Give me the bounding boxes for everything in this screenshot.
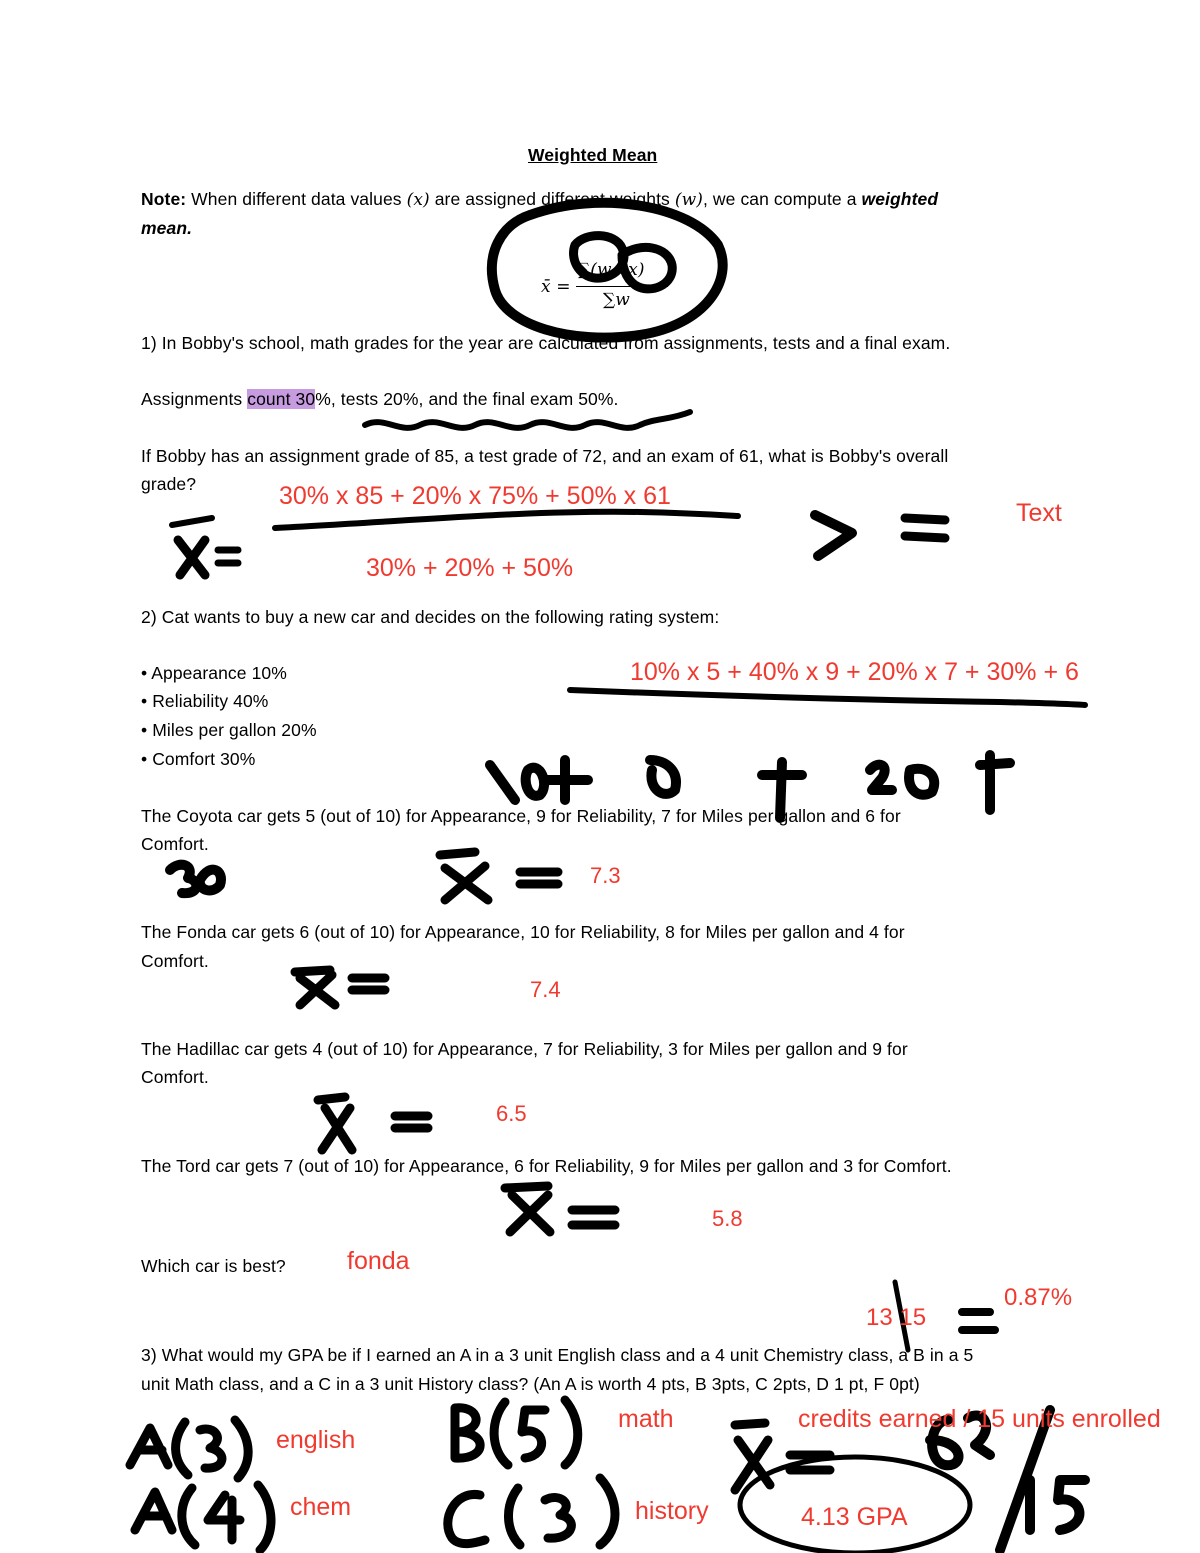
fonda-line-2: Comfort. (141, 951, 209, 971)
fonda-line-1: The Fonda car gets 6 (out of 10) for Appearance, 10 for Reliability, 8 for Miles per gallon and 4 for (141, 922, 905, 942)
hadillac-line-1: The Hadillac car gets 4 (out of 10) for Appearance, 7 for Reliability, 3 for Miles per gallon and 9 for (141, 1039, 908, 1059)
hadillac-answer: 6.5 (496, 1101, 527, 1126)
note-text-2: are assigned different weights (429, 189, 675, 209)
thirty-stroke (170, 865, 221, 893)
formula-fraction-bar (576, 286, 668, 287)
q1-fraction-line-stroke (275, 512, 738, 528)
ratio-annotation: 13 15 (866, 1304, 927, 1331)
grade-b5-stroke (455, 1400, 578, 1465)
xbar-x-stroke (178, 540, 205, 575)
fonda-answer: 7.4 (530, 977, 561, 1002)
english-label: english (276, 1426, 356, 1454)
q1-line-2-pre: Assignments (141, 389, 248, 409)
bullet-reliability: • Reliability 40% (141, 691, 269, 711)
q1-line-3: If Bobby has an assignment grade of 85, a test grade of 72, and an exam of 61, what is Bobby's overall (141, 446, 949, 466)
equals-stroke (905, 518, 945, 538)
wavy-underline-stroke (365, 412, 690, 428)
math-label: math (618, 1405, 674, 1433)
note-label: Note: (141, 189, 187, 209)
coyota-line-2: Comfort. (141, 834, 209, 854)
q1-line-2 (141, 391, 619, 409)
note-text-1: When different data values (186, 189, 407, 209)
which-car-question: Which car is best? (141, 1256, 286, 1276)
tord-answer: 5.8 (712, 1206, 743, 1231)
grade-a3-stroke (130, 1420, 248, 1478)
note-weighted: weighted (861, 189, 939, 209)
gpa-answer: 4.13 GPA (801, 1503, 908, 1531)
q2-fraction-line-stroke (570, 690, 1085, 705)
note-text-3: , we can compute a (703, 189, 862, 209)
chem-label: chem (290, 1493, 352, 1521)
coyota-answer: 7.3 (590, 863, 621, 888)
q1-line-1: 1) In Bobby's school, math grades for the year are calculated from assignments, tests and a final exam. (141, 333, 951, 353)
coyota-line-1: The Coyota car gets 5 (out of 10) for Appearance, 9 for Reliability, 7 for Miles per gallon and 6 for (141, 806, 901, 826)
highlighted-text: count 30 (247, 389, 316, 409)
bullet-appearance: • Appearance 10% (141, 663, 287, 683)
q1-line-2-post: %, tests 20%, and the final exam 50%. (315, 389, 619, 409)
q1-line-4: grade? (141, 474, 197, 494)
q2-intro: 2) Cat wants to buy a new car and decides on the following rating system: (141, 607, 720, 627)
hadillac-line-2: Comfort. (141, 1067, 209, 1087)
q1-denominator-annotation: 30% + 20% + 50% (366, 554, 574, 582)
history-label: history (635, 1497, 709, 1525)
best-car-answer: fonda (347, 1247, 410, 1275)
page-title: Weighted Mean (528, 145, 658, 165)
q2-formula-annotation: 10% x 5 + 40% x 9 + 20% x 7 + 30% + 6 (630, 658, 1079, 686)
note-w-symbol: (w) (674, 190, 703, 210)
formula-denominator: ∑w (603, 290, 630, 310)
final-xbar-stroke (735, 1423, 830, 1490)
note-line-1 (141, 191, 938, 209)
q3-line-2: unit Math class, and a C in a 3 unit History class? (An A is worth 4 pts, B 3pts, C 2pts, D 1 pt, F 0pt) (141, 1374, 920, 1394)
formula-lhs: x̄ = (541, 277, 571, 297)
note-line-2: mean. (141, 218, 193, 238)
note-x-symbol: (x) (406, 190, 430, 210)
gt-sign-stroke (815, 515, 852, 556)
percent-annotation: 0.87% (1004, 1284, 1073, 1311)
xbar-eq-stroke (218, 550, 238, 563)
xbar-top-stroke (172, 518, 212, 525)
text-annotation: Text (1016, 499, 1062, 527)
grade-a4-stroke (135, 1485, 271, 1550)
grade-c3-stroke (448, 1478, 615, 1545)
formula-numerator: ∑(w · x) (578, 260, 645, 280)
bullet-mpg: • Miles per gallon 20% (141, 720, 317, 740)
bullet-comfort: • Comfort 30% (141, 749, 256, 769)
q3-line-1: 3) What would my GPA be if I earned an A in a 3 unit English class and a 4 unit Chemistry class, a B in a 5 (141, 1345, 974, 1365)
q1-numerator-annotation: 30% x 85 + 20% x 75% + 50% x 61 (279, 482, 671, 510)
ratio-equals-stroke (962, 1312, 995, 1330)
tord-line: The Tord car gets 7 (out of 10) for Appearance, 6 for Reliability, 9 for Miles per gallon and 3 for Comfort. (141, 1156, 952, 1176)
tord-xbar-stroke (505, 1186, 615, 1232)
coyota-xbar-stroke (440, 852, 558, 900)
fonda-xbar-stroke (295, 970, 385, 1005)
credits-annotation: credits earned / 15 units enrolled (798, 1405, 1161, 1433)
hadillac-xbar-stroke (318, 1097, 428, 1150)
